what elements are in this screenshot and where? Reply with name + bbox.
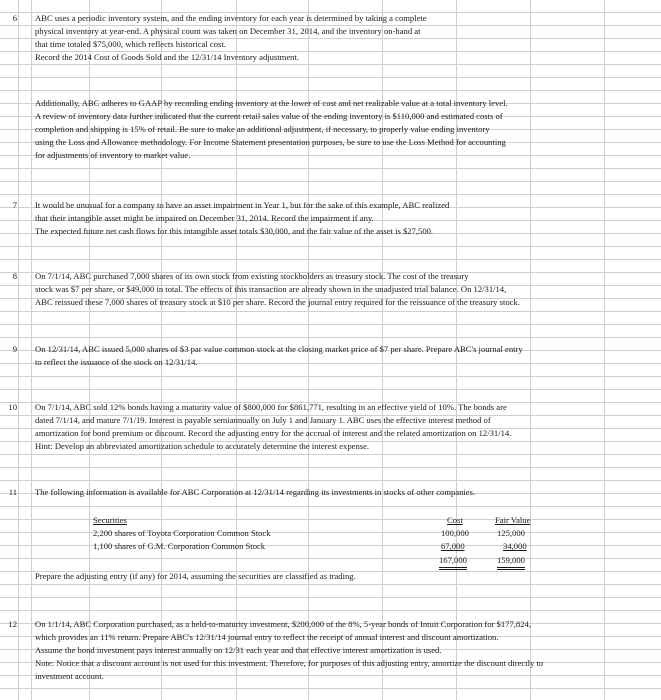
question-text: On 7/1/14, ABC purchased 7,000 shares of its own stock from existing stockholders as treasury stock. The cost of the treasury <box>35 271 469 281</box>
question-number: 6 <box>12 13 17 23</box>
table-row-name: 2,200 shares of Toyota Corporation Common Stock <box>93 528 271 538</box>
question-text: The expected future net cash flows for this intangible asset totals $30,000, and the fair value of the asset is $27,500. <box>35 226 434 236</box>
question-text: physical inventory at year-end. A physical count was taken on December 31, 2014, and the inventory on-hand at <box>35 26 421 36</box>
total-cost: 167,000 <box>439 555 467 570</box>
question-text: Additionally, ABC adheres to GAAP by recording ending inventory at the lower of cost and net realizable value at a total inventory level. <box>35 98 508 108</box>
header-fair-value: Fair Value <box>495 515 531 525</box>
question-text: for adjustments of inventory to market value. <box>35 150 191 160</box>
question-text: On 7/1/14, ABC sold 12% bonds having a maturity value of $800,000 for $861,771, resulting in an effective yield of 10%. The bonds are <box>35 402 507 412</box>
question-number: 7 <box>12 200 17 210</box>
question-text: which provides an 11% return. Prepare ABC's 12/31/14 journal entry to reflect the receipt of annual interest and discount amortization. <box>35 632 499 642</box>
table-row-cost: 67,000 <box>441 541 465 551</box>
question-text: stock was $7 per share, or $49,000 in total. The effects of this transaction are already shown in the unadjusted trial balance. On 12/31/14, <box>35 284 507 294</box>
total-fair-value: 159,000 <box>497 555 525 570</box>
question-text: Record the 2014 Cost of Goods Sold and the 12/31/14 Inventory adjustment. <box>35 52 299 62</box>
table-row-cost: 100,000 <box>441 528 469 538</box>
question-text: It would be unusual for a company to have an asset impairment in Year 1, but for the sake of this example, ABC realized <box>35 200 450 210</box>
question-text: The following information is available for ABC Corporation at 12/31/14 regarding its investments in stocks of other companies. <box>35 487 476 497</box>
table-row-fair-value: 34,000 <box>503 541 527 551</box>
question-text: completion and shipping is 15% of retail. Be sure to make an additional adjustment, if necessary, to properly value ending inventory <box>35 124 490 134</box>
question-text: On 1/1/14, ABC Corporation purchased, as a held-to-maturity investment, $200,000 of the 8%, 5-year bonds of Intuit Corporation for $177,824, <box>35 619 531 629</box>
question-text: A review of inventory data further indicated that the current retail sales value of the ending inventory is $110,000 and estimated costs of <box>35 111 503 121</box>
question-text: ABC reissued these 7,000 shares of treasury stock at $10 per share. Record the journal entry required for the reissuance of the treasury stock. <box>35 297 520 307</box>
question-text: that their intangible asset might be impaired on December 31, 2014. Record the impairment if any. <box>35 213 374 223</box>
question-number: 11 <box>8 487 17 497</box>
header-securities: Securities <box>93 515 127 525</box>
question-text: Assume the bond investment pays interest annually on 12/31 each year and that effective interest amortization is used. <box>35 645 442 655</box>
question-text: that time totaled $75,000, which reflects historical cost. <box>35 39 226 49</box>
question-text: Hint: Develop an abbreviated amortization schedule to accurately determine the interest expense. <box>35 441 370 451</box>
question-text: Note: Notice that a discount account is not used for this investment. Therefore, for purposes of this adjusting entry, amortize the discount directly to <box>35 658 544 668</box>
question-number: 9 <box>12 344 17 354</box>
question-text: to reflect the issuance of the stock on 12/31/14. <box>35 357 198 367</box>
table-row-fair-value: 125,000 <box>497 528 525 538</box>
question-text: On 12/31/14, ABC issued 5,000 shares of $3 par value common stock at the closing market price of $7 per share. Prepare ABC's journal entry <box>35 344 523 354</box>
table-row-name: 1,100 shares of G.M. Corporation Common Stock <box>93 541 266 551</box>
question-text: dated 7/1/14, and mature 7/1/19. Interest is payable semiannually on July 1 and January 1. ABC uses the effective interest method of <box>35 415 491 425</box>
question-number: 8 <box>12 271 17 281</box>
question-number: 10 <box>8 402 17 412</box>
question-prompt: Prepare the adjusting entry (if any) for 2014, assuming the securities are classified as trading. <box>35 571 356 581</box>
question-text: using the Loss and Allowance methodology. For Income Statement presentation purposes, be sure to use the Loss Method for accounting <box>35 137 506 147</box>
question-text: amortization for bond premium or discount. Record the adjusting entry for the accrual of interest and the related amortization on 12/31/14. <box>35 428 512 438</box>
question-number: 12 <box>8 619 17 629</box>
header-cost: Cost <box>447 515 463 525</box>
question-text: ABC uses a periodic inventory system, and the ending inventory for each year is determined by taking a complete <box>35 13 427 23</box>
question-text: investment account. <box>35 671 104 681</box>
